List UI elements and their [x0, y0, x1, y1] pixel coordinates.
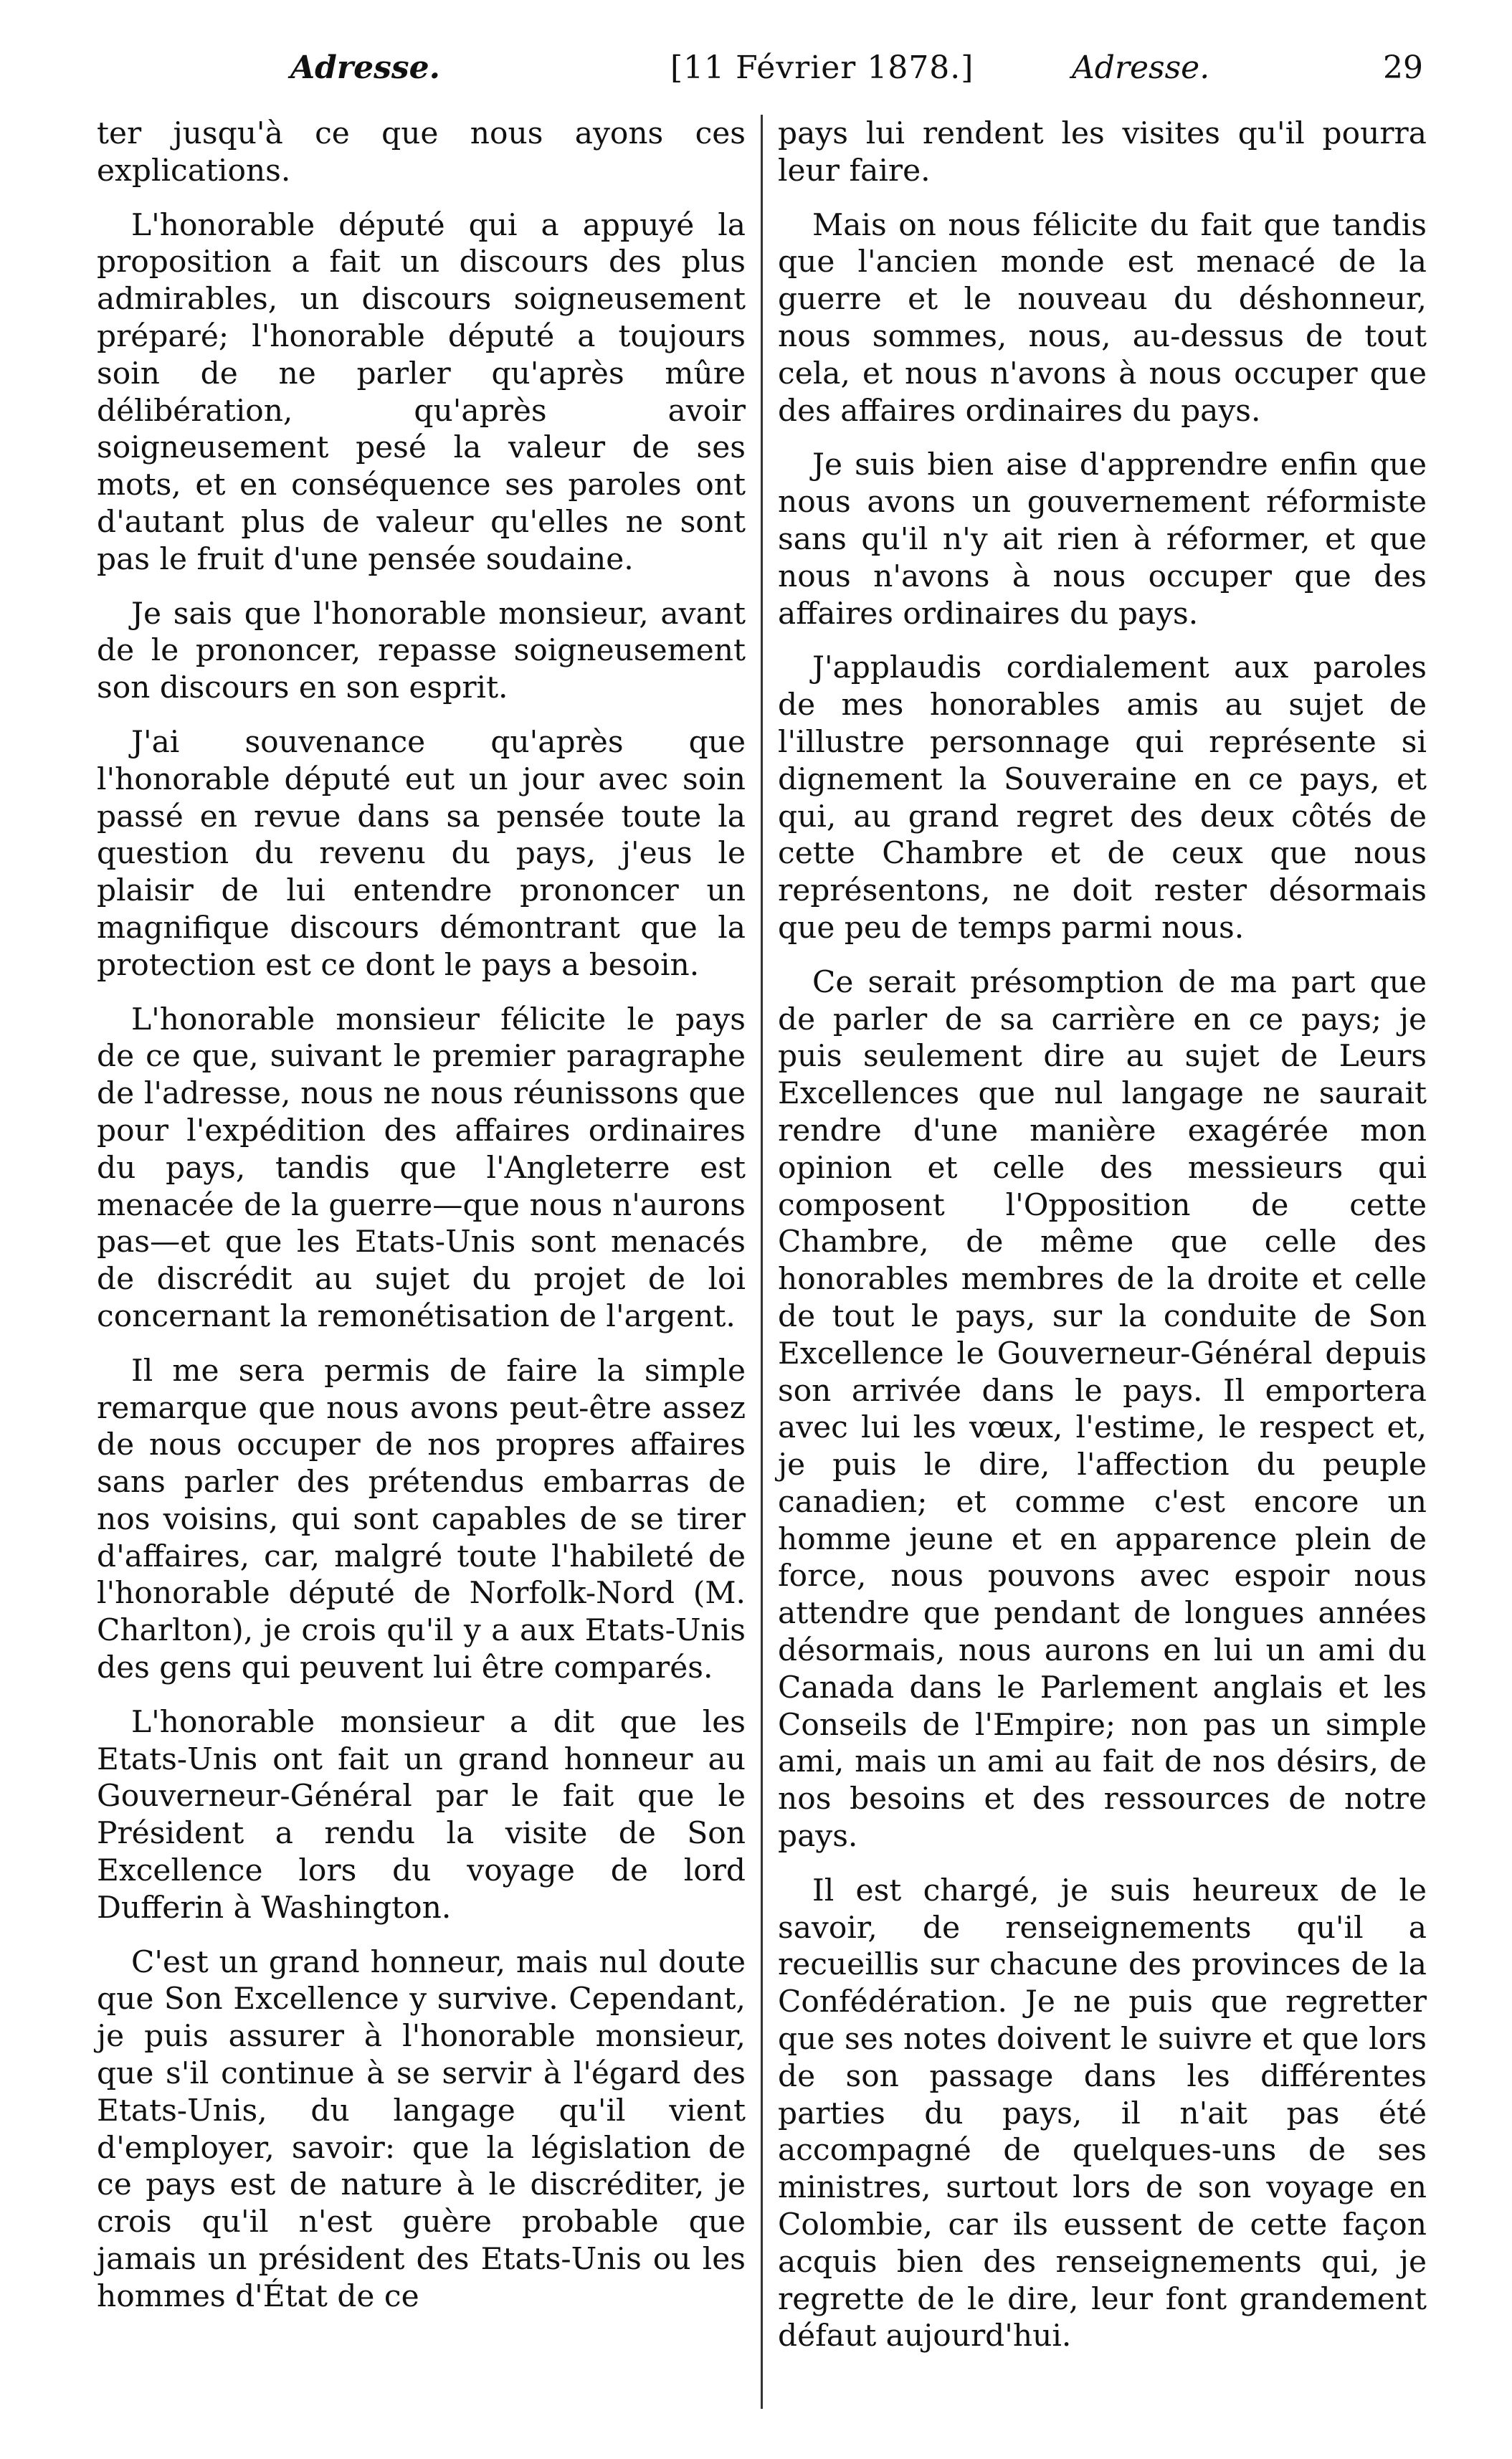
running-head-date: [11 Février 1878.] [670, 49, 974, 86]
paragraph: L'honorable monsieur félicite le pays de ce que, suivant le premier paragraphe de l'adresse, nous ne nous réunissons que pour l'expédition des affaires ordinaires du pays, tandis que l'Angleterre est menacée de la guerre—que nous n'aurons pas—et que les Etats-Unis sont menacés de discrédit au sujet du projet de loi concernant la remonétisation de l'argent. [97, 1001, 746, 1333]
paragraph: Il est chargé, je suis heureux de le savoir, de renseignements qu'il a recueillis sur chacune des provinces de la Confédération. Je ne puis que regretter que ses notes doivent le suivre et que lors de son passage dans les différentes parties du pays, il n'ait pas été accompagné de quelques-uns de ses ministres, surtout lors de son voyage en Colombie, car ils eussent de cette façon acquis bien des renseignements qui, je regrette de le dire, leur font grandement défaut aujourd'hui. [778, 1872, 1427, 2354]
paragraph: Ce serait présomption de ma part que de parler de sa carrière en ce pays; je puis seulement dire au sujet de Leurs Excellences que nul langage ne saurait rendre d'une manière exagérée mon opinion et celle des messieurs qui composent l'Opposition de cette Chambre, de même que celle des honorables membres de la droite et celle de tout le pays, sur la conduite de Son Excellence le Gouverneur-Général depuis son arrivée dans le pays. Il emportera avec lui les vœux, l'estime, le respect et, je puis le dire, l'affection du peuple canadien; et comme c'est encore un homme jeune et en apparence plein de force, nous pouvons avec espoir nous attendre que pendant de longues années désormais, nous aurons en lui un ami du Canada dans le Parlement anglais et les Conseils de l'Empire; non pas un simple ami, mais un ami au fait de nos désirs, de nos besoins et des ressources de notre pays. [778, 964, 1427, 1854]
running-head-right: Adresse. [1072, 49, 1210, 86]
paragraph: Mais on nous félicite du fait que tandis que l'ancien monde est menacé de la guerre et le nouveau du déshonneur, nous sommes, nous, au-dessus de tout cela, et nous n'avons à nous occuper que des affaires ordinaires du pays. [778, 206, 1427, 428]
paragraph: L'honorable député qui a appuyé la proposition a fait un discours des plus admirables, un discours soigneusement préparé; l'honorable député a toujours soin de ne parler qu'après mûre délibération, qu'après avoir soigneusement pesé la valeur de ses mots, et en conséquence ses paroles ont d'autant plus de valeur qu'elles ne sont pas le fruit d'une pensée soudaine. [97, 206, 746, 576]
paragraph: Je sais que l'honorable monsieur, avant de le prononcer, repasse soigneusement son discours en son esprit. [97, 595, 746, 705]
page-header [97, 43, 1423, 93]
paragraph: ter jusqu'à ce que nous ayons ces explications. [97, 115, 746, 188]
paragraph: Il me sera permis de faire la simple remarque que nous avons peut-être assez de nous occuper de nos propres affaires sans parler des prétendus embarras de nos voisins, qui sont capables de se tirer d'affaires, car, malgré toute l'habileté de l'honorable député de Norfolk-Nord (M. Charlton), je crois qu'il y a aux Etats-Unis des gens qui peuvent lui être comparés. [97, 1352, 746, 1685]
paragraph: J'applaudis cordialement aux paroles de mes honorables amis au sujet de l'illustre personnage qui représente si dignement la Souveraine en ce pays, et qui, au grand regret des deux côtés de cette Chambre et de ceux que nous représentons, ne doit rester désormais que peu de temps parmi nous. [778, 650, 1427, 945]
page-number: 29 [1383, 49, 1423, 86]
paragraph: Je suis bien aise d'apprendre enfin que nous avons un gouvernement réformiste sans qu'il n'y ait rien à réformer, et que nous n'avons à nous occuper que des affaires ordinaires du pays. [778, 447, 1427, 631]
paragraph: L'honorable monsieur a dit que les Etats-Unis ont fait un grand honneur au Gouverneur-Général par le fait que le Président a rendu la visite de Son Excellence lors du voyage de lord Dufferin à Washington. [97, 1703, 746, 1925]
paragraph: C'est un grand honneur, mais nul doute que Son Excellence y survive. Cependant, je puis assurer à l'honorable monsieur, que s'il continue à se servir à l'égard des Etats-Unis, du langage qu'il vient d'employer, savoir: que la législation de ce pays est de nature à le discréditer, je crois qu'il n'est guère probable que jamais un président des Etats-Unis ou les hommes d'État de ce [97, 1944, 746, 2313]
running-head-left: Adresse. [290, 49, 440, 86]
paragraph: J'ai souvenance qu'après que l'honorable député eut un jour avec soin passé en revue dans sa pensée toute la question du revenu du pays, j'eus le plaisir de lui entendre prononcer un magnifique discours démontrant que la protection est ce dont le pays a besoin. [97, 723, 746, 982]
right-column [778, 115, 1427, 2372]
paragraph: pays lui rendent les visites qu'il pourra leur faire. [778, 115, 1427, 188]
left-column [97, 115, 746, 2332]
column-divider [761, 115, 763, 2409]
